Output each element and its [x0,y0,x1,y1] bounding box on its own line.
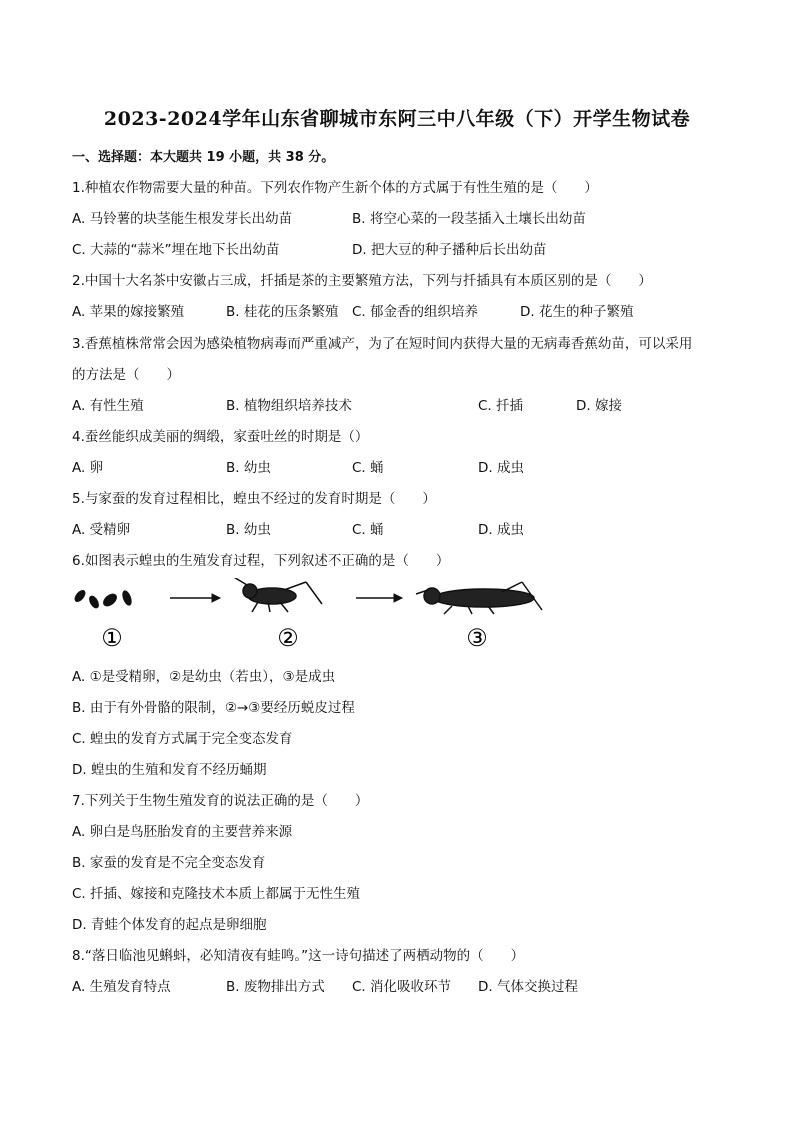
figure-label-1: ① [101,624,123,650]
q2-option-b: B. 桂花的压条繁殖 [226,304,339,320]
egg-cluster-icon [72,588,133,610]
q4-option-d: D. 成虫 [478,460,524,476]
question-1-stem: 1.种植农作物需要大量的种苗。下列农作物产生新个体的方式属于有性生殖的是（ ） [72,180,598,196]
nymph-grasshopper-icon [232,578,322,612]
question-3-stem: 3.香蕉植株常常会因为感染植物病毒而严重减产，为了在短时间内获得大量的无病毒香蕉幼苗，可以采用 [72,336,693,352]
section-heading: 一、选择题：本大题共 19 小题，共 38 分。 [72,150,335,165]
q4-option-b: B. 幼虫 [226,460,271,476]
q6-option-c: C. 蝗虫的发育方式属于完全变态发育 [72,731,293,747]
q4-option-c: C. 蛹 [352,460,384,476]
q7-option-d: D. 青蛙个体发育的起点是卵细胞 [72,917,267,933]
q3-option-a: A. 有性生殖 [72,398,144,414]
question-6-stem: 6.如图表示蝗虫的生殖发育过程，下列叙述不正确的是（ ） [72,553,450,569]
q5-option-b: B. 幼虫 [226,522,271,538]
adult-grasshopper-icon [416,582,542,614]
q1-option-a: A. 马铃薯的块茎能生根发芽长出幼苗 [72,211,293,227]
q6-option-d: D. 蝗虫的生殖和发育不经历蛹期 [72,762,267,778]
q1-option-c: C. 大蒜的“蒜米”埋在地下长出幼苗 [72,242,280,258]
q7-option-c: C. 扦插、嫁接和克隆技术本质上都属于无性生殖 [72,886,361,902]
q5-option-a: A. 受精卵 [72,522,131,538]
arrow-icon [170,594,220,602]
q1-option-b: B. 将空心菜的一段茎插入土壤长出幼苗 [352,211,586,227]
q2-option-a: A. 苹果的嫁接繁殖 [72,304,185,320]
q2-option-d: D. 花生的种子繁殖 [520,304,634,320]
q8-option-b: B. 废物排出方式 [226,979,325,995]
q8-option-c: C. 消化吸收环节 [352,979,452,995]
question-5-stem: 5.与家蚕的发育过程相比，蝗虫不经过的发育时期是（ ） [72,491,436,507]
q1-option-d: D. 把大豆的种子播种后长出幼苗 [352,242,547,258]
q6-option-a: A. ①是受精卵，②是幼虫（若虫），③是成虫 [72,669,336,685]
q3-option-c: C. 扦插 [478,398,524,414]
question-2-stem: 2.中国十大名茶中安徽占三成，扦插是茶的主要繁殖方法，下列与扦插具有本质区别的是（ ） [72,273,652,289]
q8-option-d: D. 气体交换过程 [478,979,578,995]
q8-option-a: A. 生殖发育特点 [72,979,171,995]
question-4-stem: 4.蚕丝能织成美丽的绸缎，家蚕吐丝的时期是（） [72,429,369,445]
q7-option-b: B. 家蚕的发育是不完全变态发育 [72,855,266,871]
q5-option-c: C. 蛹 [352,522,384,538]
q6-option-b: B. 由于有外骨骼的限制，②→③要经历蜕皮过程 [72,700,355,716]
grasshopper-lifecycle-figure [72,578,552,650]
exam-title: 2023-2024学年山东省聊城市东阿三中八年级（下）开学生物试卷 [103,108,691,130]
figure-label-3: ③ [466,624,488,650]
question-8-stem: 8.“落日临池见蝌蚪，必知清夜有蛙鸣。”这一诗句描述了两栖动物的（ ） [72,948,525,964]
q7-option-a: A. 卵白是鸟胚胎发育的主要营养来源 [72,824,293,840]
q4-option-a: A. 卵 [72,460,104,476]
question-7-stem: 7.下列关于生物生殖发育的说法正确的是（ ） [72,793,369,809]
lifecycle-diagram [72,578,552,650]
q2-option-c: C. 郁金香的组织培养 [352,304,479,320]
question-3-stem-cont: 的方法是（ ） [72,367,180,383]
q5-option-d: D. 成虫 [478,522,524,538]
figure-label-2: ② [277,624,299,650]
q3-option-d: D. 嫁接 [576,398,622,414]
arrow-icon [356,594,402,602]
q3-option-b: B. 植物组织培养技术 [226,398,352,414]
